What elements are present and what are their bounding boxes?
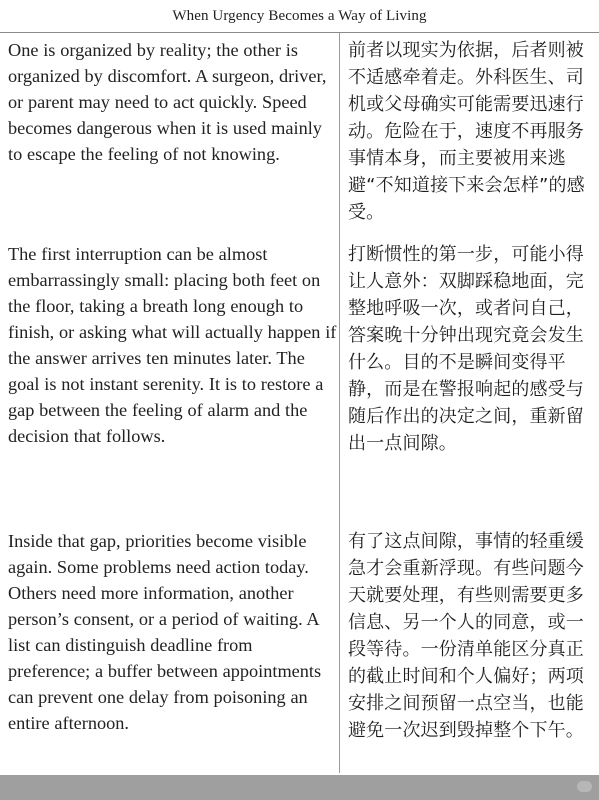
chinese-paragraph: 有了这点间隙，事情的轻重缓急才会重新浮现。有些问题今天就要处理，有些则需要更多信息、另一个人的同意，或一段等待。一份清单能区分真正的截止时间和个人偏好；两项安排之间预留一点空当，也能避免一次迟到毁掉整个下午。 <box>348 531 584 741</box>
chinese-paragraph: 前者以现实为依据，后者则被不适感牵着走。外科医生、司机或父母确实可能需要迅速行动。危险在于，速度不再服务事情本身，而主要被用来逃避“不知道接下来会怎样”的感受。 <box>348 40 585 223</box>
english-paragraph: The first interruption can be almost embarrassingly small: placing both feet on the floor, taking a breath long enough to finish, or asking what will actually happen if the answer arrives ten minutes later. The goal is not instant serenity. It is to restore a gap between the feeling of alarm and the decision that follows. <box>8 244 337 446</box>
english-paragraph: Inside that gap, priorities become visible again. Some problems need action today. Others need more information, another person’s consent, or a period of waiting. A list can distinguish deadline from preference; a buffer between appointments can prevent one delay from poisoning an entire afternoon. <box>8 531 322 733</box>
column-divider <box>339 33 340 773</box>
chinese-paragraph: 打断惯性的第一步，可能小得让人意外：双脚踩稳地面，完整地呼吸一次，或者问自己，答案晚十分钟出现究竟会发生什么。目的不是瞬间变得平静，而是在警报响起的感受与随后作出的决定之间，重新留出一点间隙。 <box>348 244 584 454</box>
corner-watermark <box>577 781 592 792</box>
page-title: When Urgency Becomes a Way of Living <box>172 7 427 24</box>
bottom-bar <box>0 775 599 800</box>
running-header <box>0 0 599 33</box>
english-paragraph: One is organized by reality; the other is organized by discomfort. A surgeon, driver, or parent may need to act quickly. Speed becomes dangerous when it is used mainly to escape the feeling of not knowing. <box>8 40 327 164</box>
